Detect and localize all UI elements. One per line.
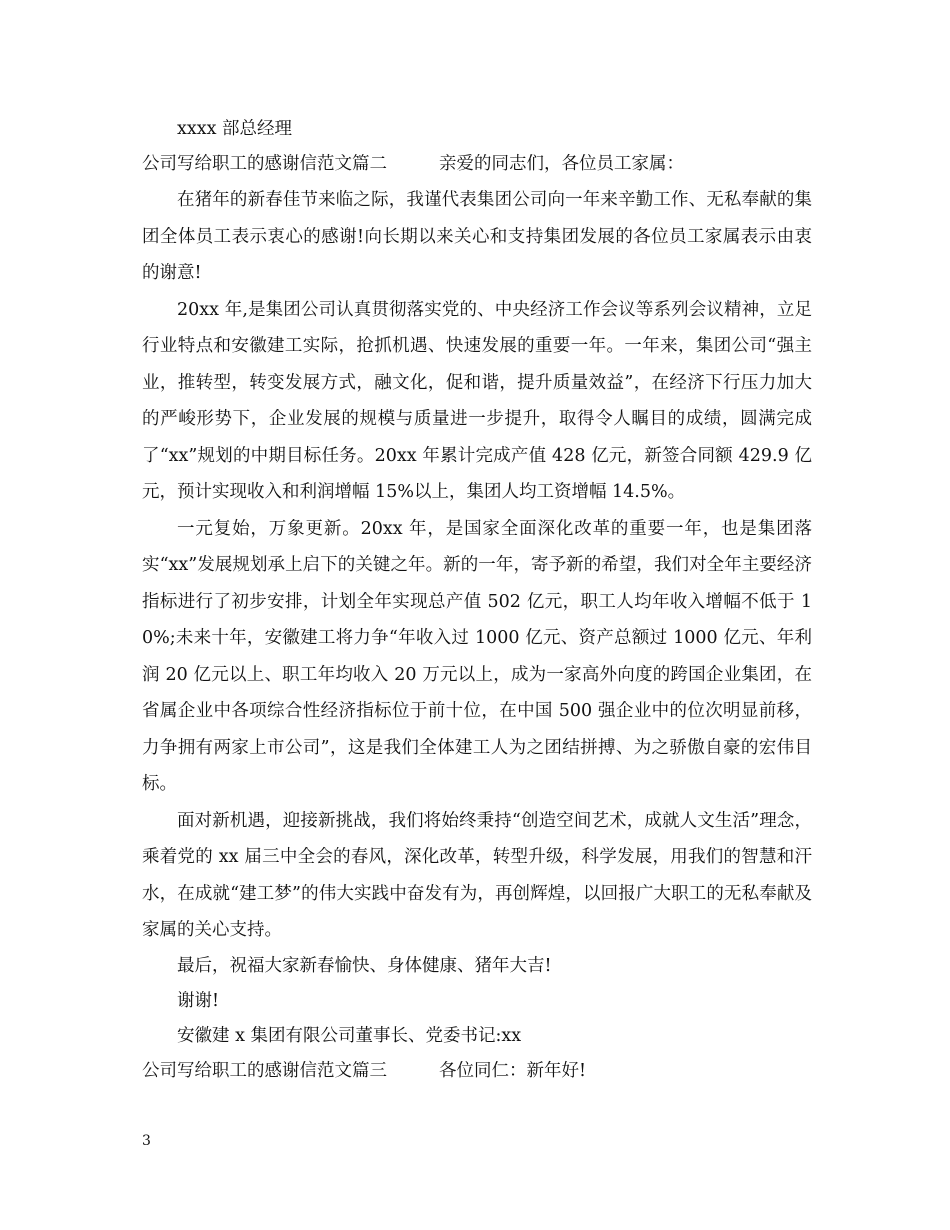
section-greeting-3: 各位同仁：新年好!	[439, 1060, 587, 1081]
section-heading-2	[142, 147, 812, 182]
paragraph-1: 在猪年的新春佳节来临之际，我谨代表集团公司向一年来辛勤工作、无私奉献的集团全体员工表示衷心的感谢!向长期以来关心和支持集团发展的各位员工家属表示由衷的谢意!	[142, 190, 812, 283]
page-number: 3	[142, 1133, 151, 1149]
previous-signature: xxxx 部总经理	[177, 119, 293, 139]
section-title-3: 公司写给职工的感谢信范文篇三	[142, 1060, 387, 1081]
closing-wish: 最后，祝福大家新春愉快、身体健康、猪年大吉!	[177, 955, 552, 976]
section-title-2: 公司写给职工的感谢信范文篇二	[142, 154, 387, 174]
section-heading-3	[142, 1054, 812, 1089]
thanks-line: 谢谢!	[177, 990, 220, 1011]
paragraph-4: 面对新机遇，迎接新挑战，我们将始终秉持“创造空间艺术，成就人文生活”理念，乘着党的 xx 届三中全会的春风，深化改革，转型升级，科学发展，用我们的智慧和汗水，在成就“建工梦”的伟大实践中奋发有为，再创辉煌，以回报广大职工的无私奉献及家属的关心支持。	[142, 810, 812, 940]
paragraph-3: 一元复始，万象更新。20xx 年，是国家全面深化改革的重要一年，也是集团落实“xx”发展规划承上启下的关键之年。新的一年，寄予新的希望，我们对全年主要经济指标进行了初步安排，计划全年实现总产值 502 亿元，职工人均年收入增幅不低于 10%;未来十年，安徽建工将力争“年收入过 1000 亿元、资产总额过 1000 亿元、年利润 20 亿元以上、职工年均收入 20 万元以上，成为一家高外向度的跨国企业集团，在省属企业中各项综合性经济指标位于前十位，在中国 500 强企业中的位次明显前移，力争拥有两家上市公司”，这是我们全体建工人为之团结拼搏、为之骄傲自豪的宏伟目标。	[142, 518, 812, 794]
document-page	[142, 112, 812, 1089]
signature-line: 安徽建 x 集团有限公司董事长、党委书记:xx	[177, 1025, 522, 1046]
section-greeting-2: 亲爱的同志们，各位员工家属：	[439, 154, 684, 174]
paragraph-2: 20xx 年,是集团公司认真贯彻落实党的、中央经济工作会议等系列会议精神，立足行业特点和安徽建工实际，抢抓机遇、快速发展的重要一年。一年来，集团公司“强主业，推转型，转变发展方式，融文化，促和谐，提升质量效益”，在经济下行压力加大的严峻形势下，企业发展的规模与质量进一步提升，取得令人瞩目的成绩，圆满完成了“xx”规划的中期目标任务。20xx 年累计完成产值 428 亿元，新签合同额 429.9 亿元，预计实现收入和利润增幅 15%以上，集团人均工资增幅 14.5%。	[142, 299, 812, 502]
